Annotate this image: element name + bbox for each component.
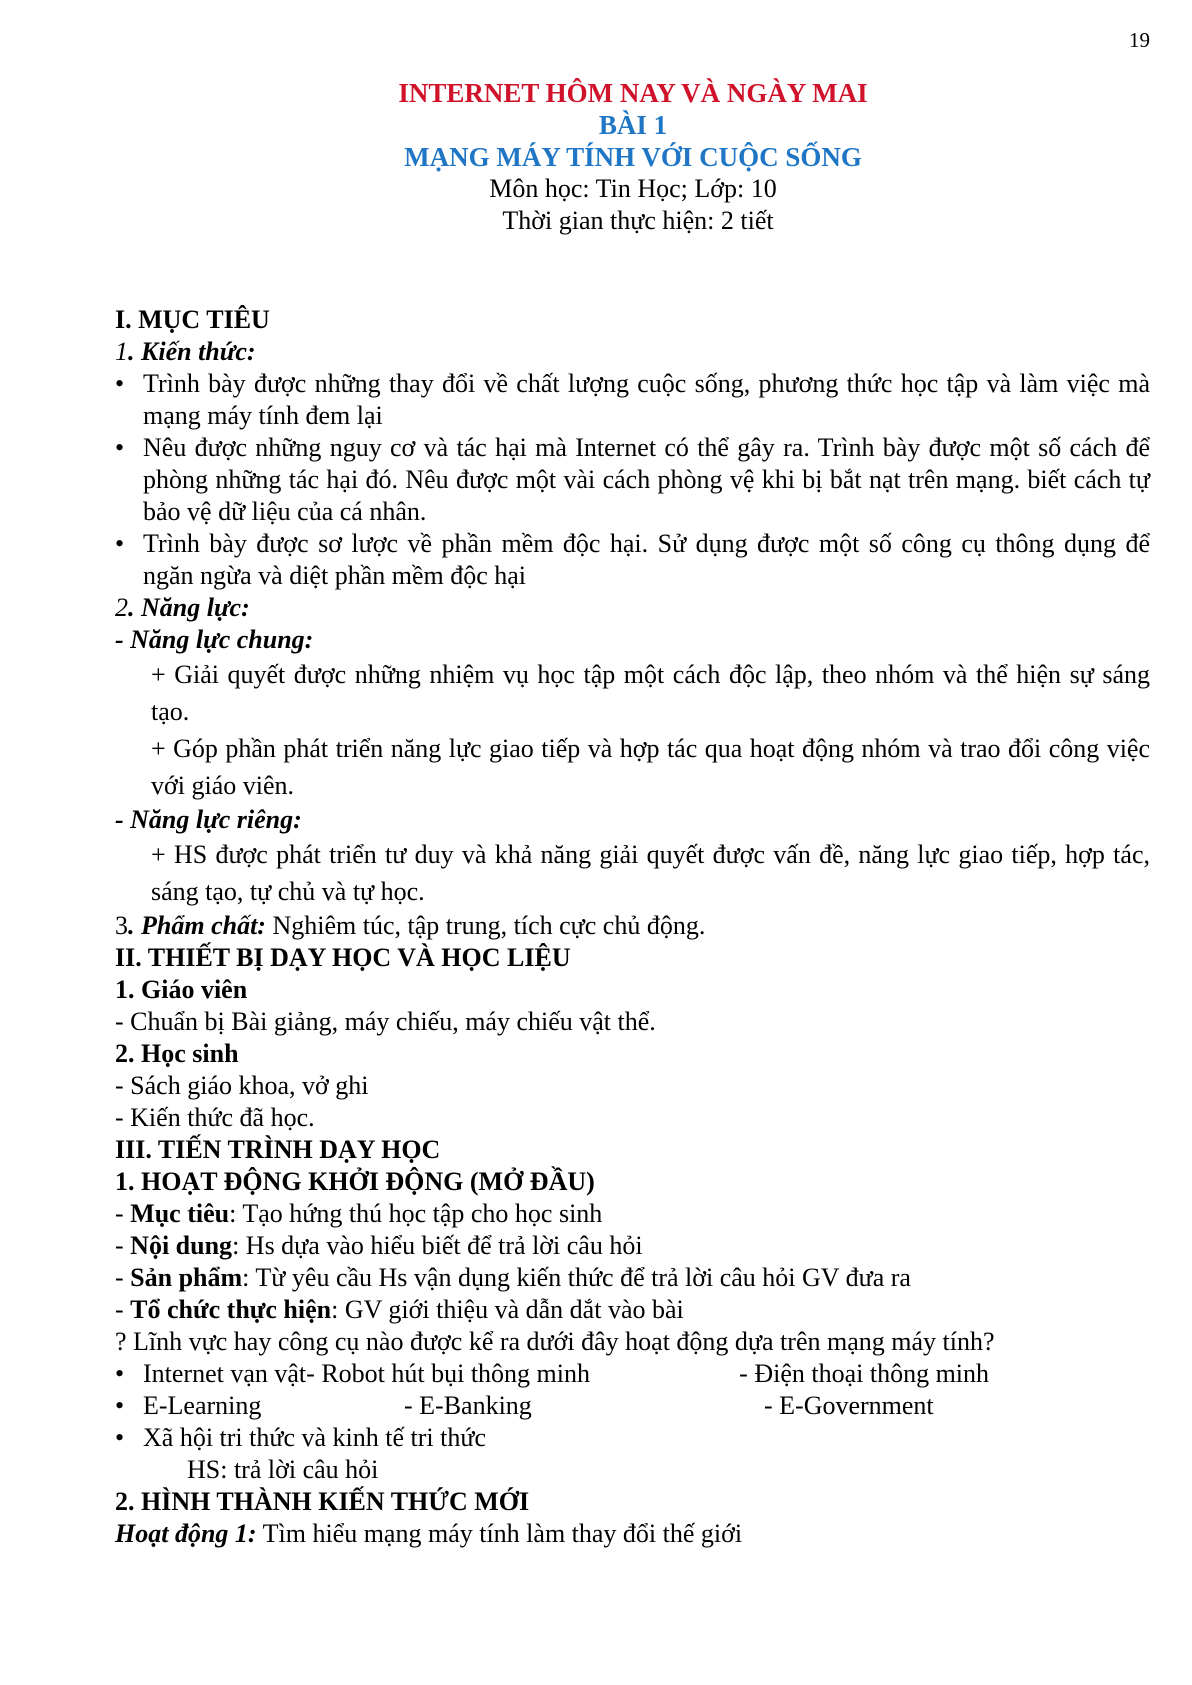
option-item: - E-Government <box>764 1391 934 1420</box>
title-chapter: INTERNET HÔM NAY VÀ NGÀY MAI <box>398 78 868 108</box>
options-row <box>115 1358 1150 1390</box>
bullet-icon: • <box>115 369 125 398</box>
general-competency-item: + Giải quyết được những nhiệm vụ học tập một cách độc lập, theo nhóm và thể hiện sự sáng tạo. <box>151 660 1150 726</box>
student-answer-line: HS: trả lời câu hỏi <box>187 1455 379 1484</box>
knowledge-bullet: • Nêu được những nguy cơ và tác hại mà Internet có thể gây ra. Trình bày được một số cách để phòng những tác hại đó. Nêu được một vài cách phòng vệ khi bị bắt nạt trên mạng. biết cách tự bảo vệ dữ liệu của cá nhân. <box>115 433 1150 526</box>
bullet-icon: • <box>115 1359 125 1388</box>
document-body <box>115 304 1150 1550</box>
activity-warmup-heading: 1. HOẠT ĐỘNG KHỞI ĐỘNG (MỞ ĐẦU) <box>115 1167 595 1196</box>
activity-1-line: Hoạt động 1: Tìm hiểu mạng máy tính làm thay đổi thế giới <box>115 1519 743 1548</box>
options-row <box>115 1422 1150 1454</box>
activity-line-content: - Nội dung: Hs dựa vào hiểu biết để trả lời câu hỏi <box>115 1231 643 1260</box>
page-number: 19 <box>1129 28 1150 52</box>
competency-heading: 2. Năng lực: <box>115 593 250 622</box>
activity-line-product: - Sản phẩm: Từ yêu cầu Hs vận dụng kiến thức để trả lời câu hỏi GV đưa ra <box>115 1263 911 1292</box>
knowledge-bullet: • Trình bày được những thay đổi về chất lượng cuộc sống, phương thức học tập và làm việc mà mạng máy tính đem lại <box>115 369 1150 430</box>
option-item: E-Learning <box>143 1391 262 1420</box>
bullet-icon: • <box>115 529 125 558</box>
warmup-question: ? Lĩnh vực hay công cụ nào được kể ra dưới đây hoạt động dựa trên mạng máy tính? <box>115 1327 995 1356</box>
title-lesson-number: BÀI 1 <box>598 110 668 140</box>
option-item: Internet vạn vật <box>143 1359 307 1388</box>
activity-line-objective: - Mục tiêu: Tạo hứng thú học tập cho học sinh <box>115 1199 603 1228</box>
section-process-heading: III. TIẾN TRÌNH DẠY HỌC <box>115 1135 441 1164</box>
student-item: - Sách giáo khoa, vở ghi <box>115 1071 369 1100</box>
section-equipment-heading: II. THIẾT BỊ DẠY HỌC VÀ HỌC LIỆU <box>115 943 571 972</box>
subject-line: Môn học: Tin Học; Lớp: 10 <box>489 174 777 203</box>
option-item: - Robot hút bụi thông minh <box>306 1359 590 1388</box>
general-competency-label: - Năng lực chung: <box>115 625 314 654</box>
general-competency-item: + Góp phần phát triển năng lực giao tiếp và hợp tác qua hoạt động nhóm và trao đổi công việc với giáo viên. <box>151 734 1150 800</box>
activity-line-organization: - Tổ chức thực hiện: GV giới thiệu và dẫn dắt vào bài <box>115 1295 684 1324</box>
document-header <box>0 77 1192 237</box>
activity-new-knowledge-heading: 2. HÌNH THÀNH KIẾN THỨC MỚI <box>115 1487 530 1516</box>
bullet-icon: • <box>115 433 125 462</box>
duration-line: Thời gian thực hiện: 2 tiết <box>502 206 774 235</box>
knowledge-heading: 1. Kiến thức: <box>115 337 256 366</box>
section-objectives-heading: I. MỤC TIÊU <box>115 305 270 334</box>
options-row <box>115 1390 1150 1422</box>
student-item: - Kiến thức đã học. <box>115 1103 315 1132</box>
student-heading: 2. Học sinh <box>115 1039 239 1068</box>
specific-competency-item: + HS được phát triển tư duy và khả năng giải quyết được vấn đề, năng lực giao tiếp, hợp tác, sáng tạo, tự chủ và tự học. <box>151 840 1150 906</box>
option-item: Xã hội tri thức và kinh tế tri thức <box>143 1423 486 1452</box>
option-item: - Điện thoại thông minh <box>739 1359 990 1388</box>
option-item: - E-Banking <box>404 1391 532 1420</box>
bullet-icon: • <box>115 1391 125 1420</box>
teacher-item: - Chuẩn bị Bài giảng, máy chiếu, máy chiếu vật thể. <box>115 1007 656 1036</box>
teacher-heading: 1. Giáo viên <box>115 975 248 1004</box>
title-lesson-name: MẠNG MÁY TÍNH VỚI CUỘC SỐNG <box>404 142 862 172</box>
qualities-line: 3. Phẩm chất: Nghiêm túc, tập trung, tích cực chủ động. <box>115 911 706 940</box>
bullet-icon: • <box>115 1423 125 1452</box>
specific-competency-label: - Năng lực riêng: <box>115 805 302 834</box>
knowledge-bullet: • Trình bày được sơ lược về phần mềm độc hại. Sử dụng được một số công cụ thông dụng để ngăn ngừa và diệt phần mềm độc hại <box>115 529 1150 590</box>
